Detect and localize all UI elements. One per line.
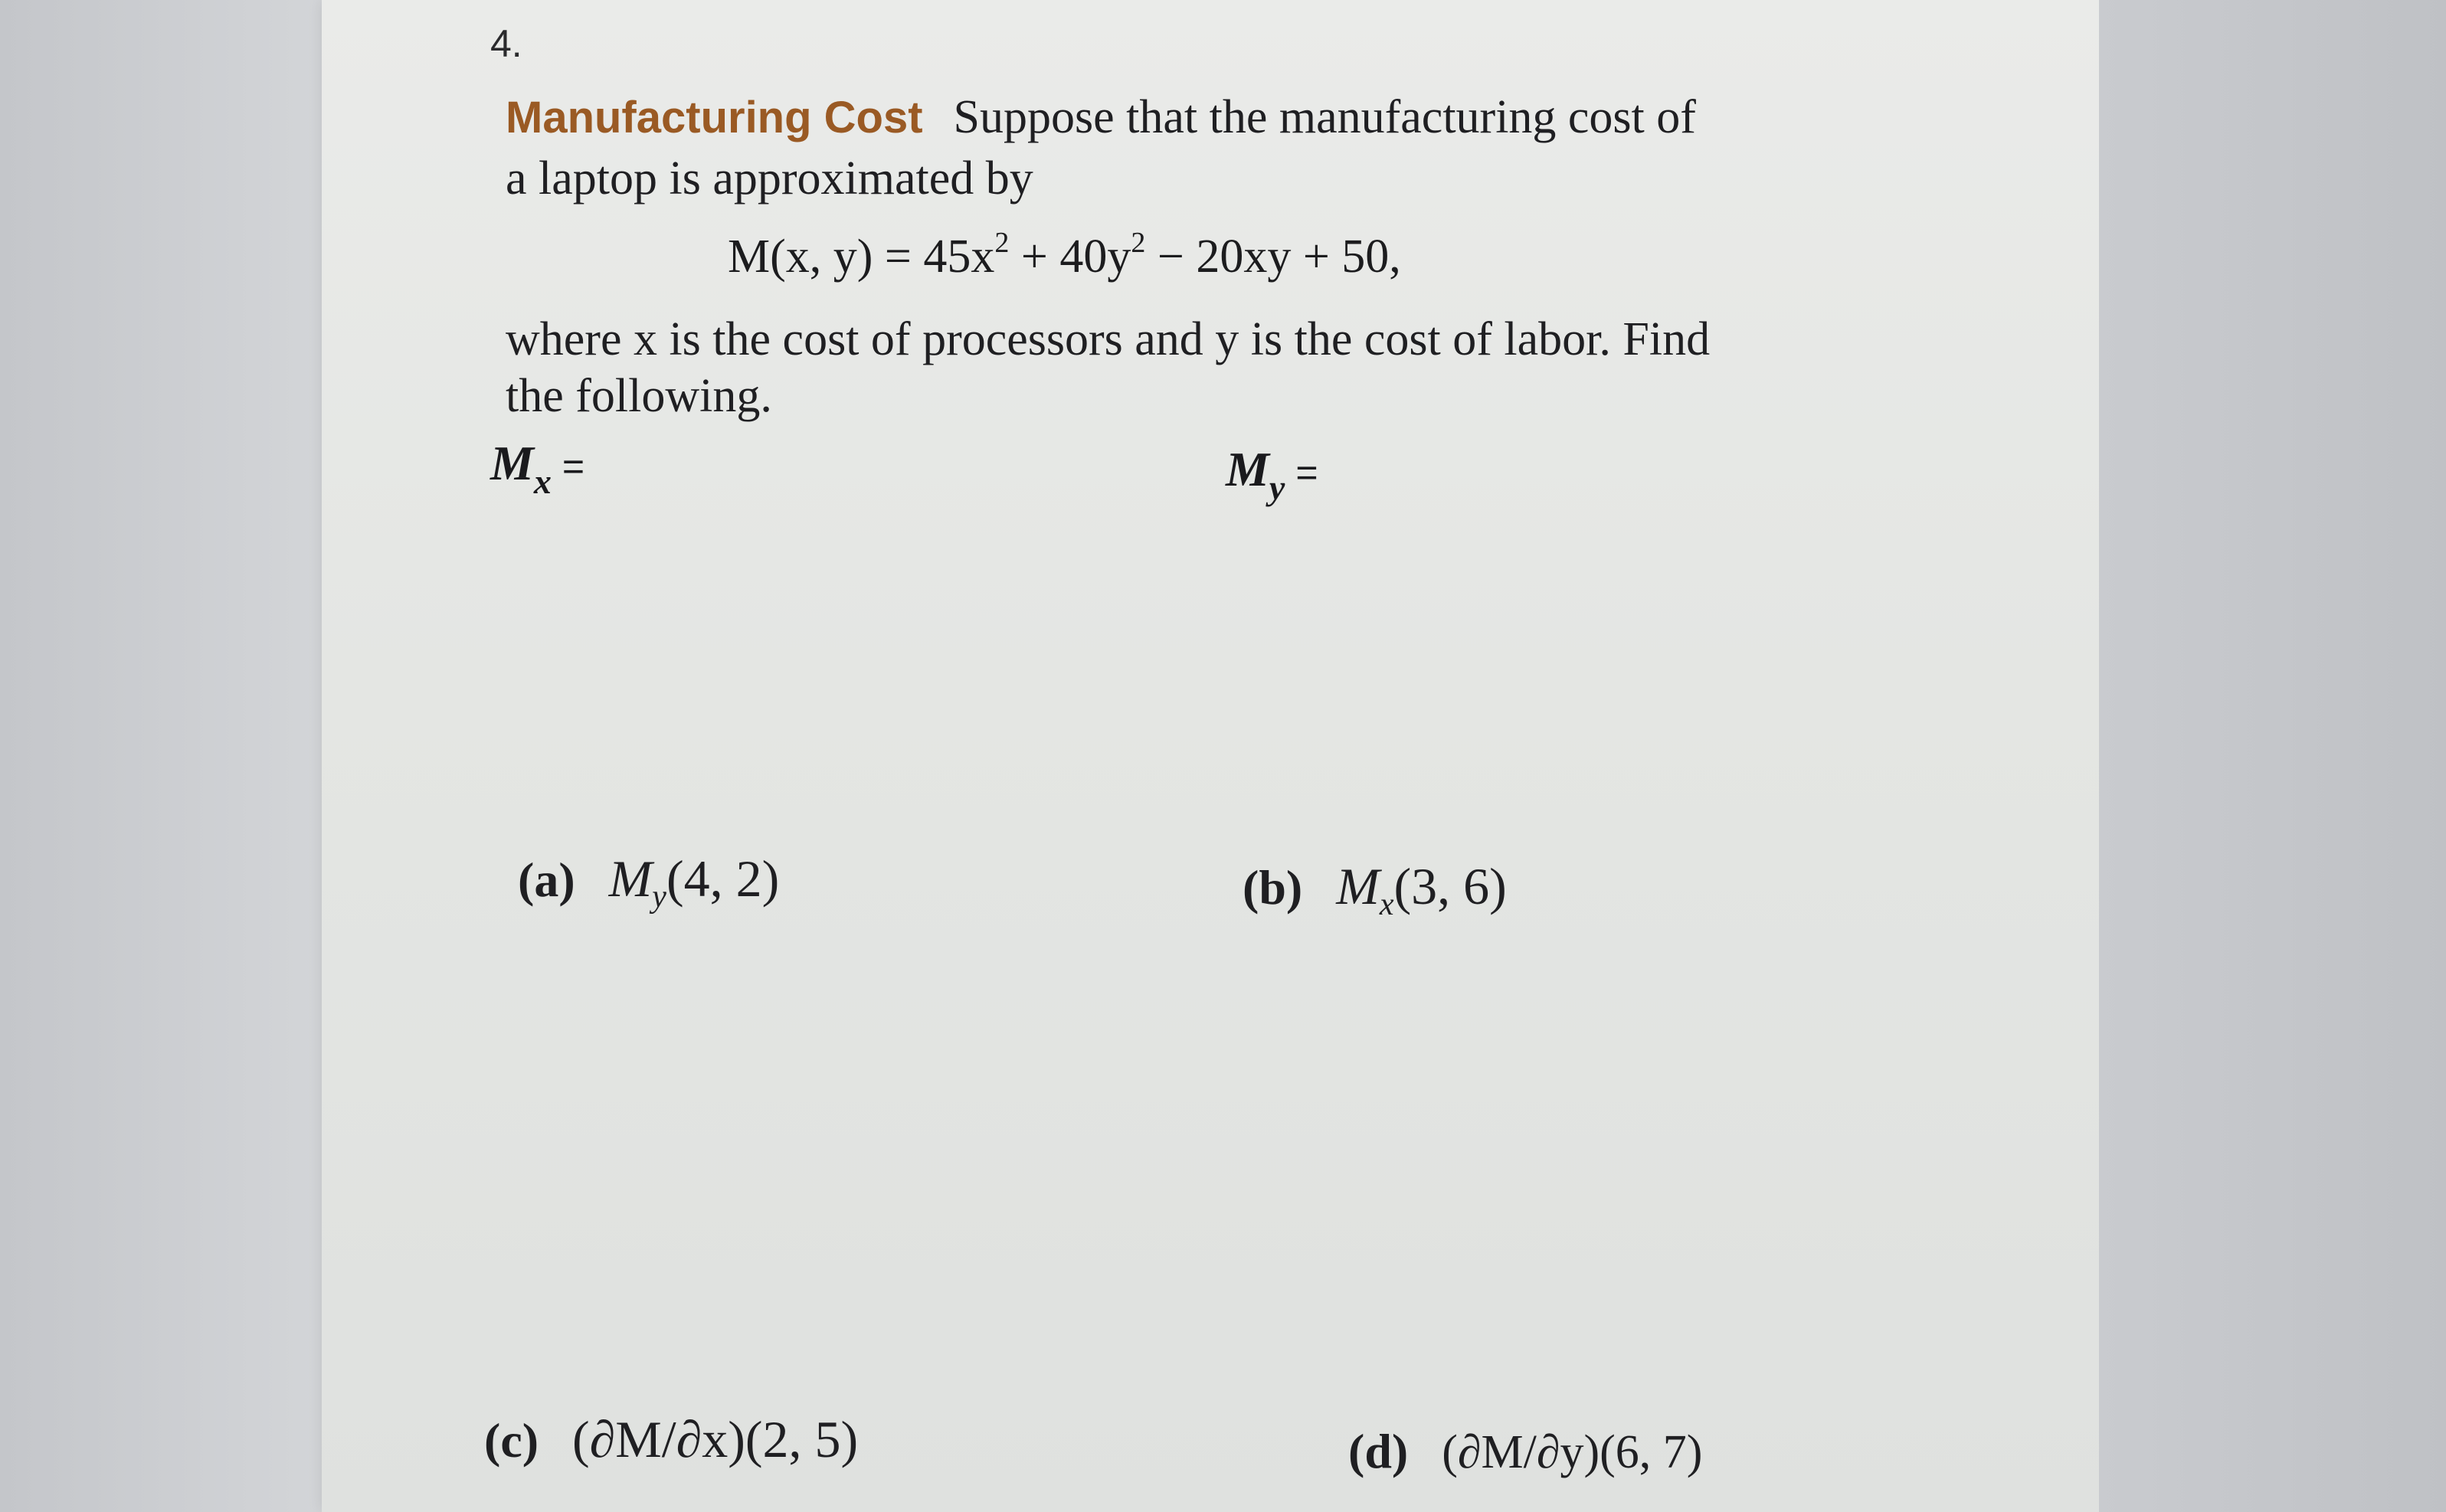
intro-text-1: Suppose that the manufacturing cost of <box>953 91 1696 143</box>
part-a-function: M <box>608 849 653 908</box>
part-a-arguments: (4, 2) <box>666 849 780 908</box>
part-b-label: (b) <box>1243 860 1303 915</box>
equation-term-1: 45x <box>923 231 995 283</box>
part-b-arguments: (3, 6) <box>1393 857 1507 915</box>
problem-body-line-1: where x is the cost of processors and y is the cost of labor. Find <box>506 313 1711 365</box>
answer-mx-symbol: M <box>490 436 534 490</box>
part-c <box>484 1409 858 1470</box>
part-c-expression: (∂M/∂x)(2, 5) <box>572 1410 859 1468</box>
problem-number: 4. <box>490 22 522 65</box>
equation-term-2: + 40y <box>1009 231 1131 283</box>
part-b-expression <box>1336 857 1507 922</box>
part-d <box>1348 1423 1702 1480</box>
problem-intro-line-1 <box>506 90 1696 145</box>
equation-term-3: − 20xy + 50, <box>1145 231 1401 283</box>
answer-my-subscript: y <box>1269 468 1285 507</box>
answer-mx-equals: = <box>562 445 585 488</box>
part-d-label: (d) <box>1348 1424 1409 1478</box>
equation-term-1-exponent: 2 <box>994 227 1010 259</box>
part-d-expression: (∂M/∂y)(6, 7) <box>1442 1426 1703 1478</box>
part-b-subscript: x <box>1379 887 1394 922</box>
part-b-function: M <box>1336 857 1380 915</box>
problem-heading: Manufacturing Cost <box>506 93 923 142</box>
background-left <box>0 0 322 1512</box>
part-c-label: (c) <box>484 1413 539 1468</box>
answer-mx-prompt <box>490 435 584 502</box>
problem-body-line-2: the following. <box>506 370 772 422</box>
problem-intro-line-2: a laptop is approximated by <box>506 152 1033 205</box>
part-a-subscript: y <box>652 879 666 915</box>
equation-equals: = <box>873 231 924 283</box>
part-a-expression <box>608 849 780 915</box>
cost-equation <box>728 227 1401 284</box>
part-b <box>1243 856 1507 923</box>
background-right <box>2099 0 2446 1512</box>
worksheet-page <box>322 0 2099 1512</box>
equation-lhs: M(x, y) <box>728 231 873 283</box>
answer-my-prompt <box>1226 441 1318 508</box>
answer-my-symbol: M <box>1226 442 1269 496</box>
part-a-label: (a) <box>518 853 575 907</box>
part-a <box>518 849 779 915</box>
answer-my-equals: = <box>1295 451 1318 494</box>
answer-mx-subscript: x <box>533 462 552 501</box>
equation-term-2-exponent: 2 <box>1131 227 1146 259</box>
